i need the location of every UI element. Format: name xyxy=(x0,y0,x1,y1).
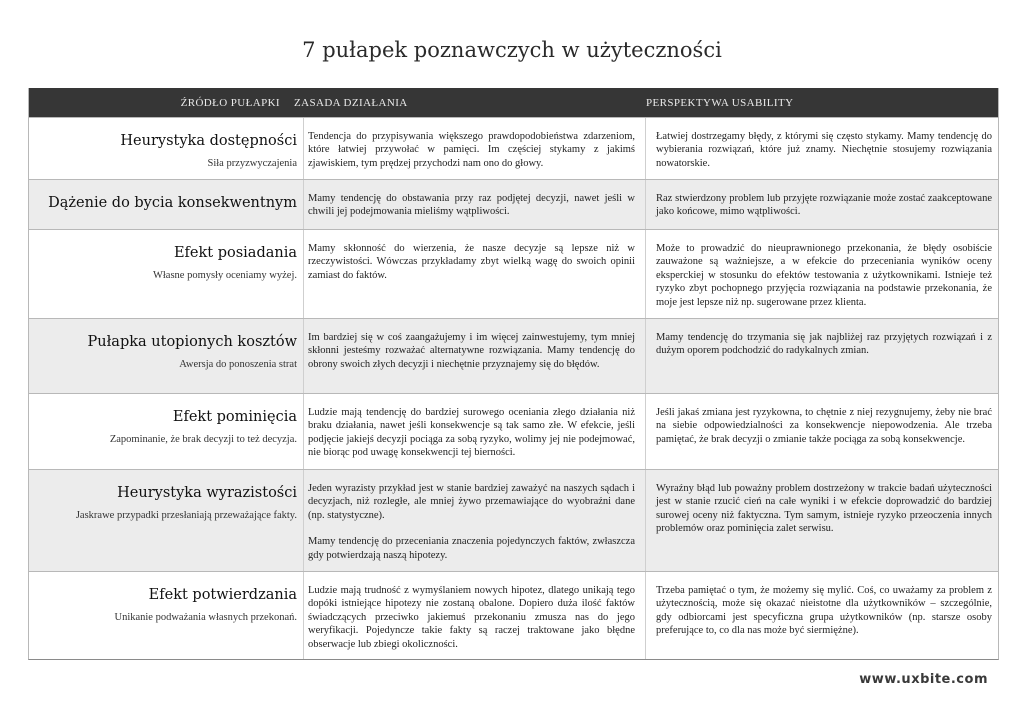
table-row xyxy=(29,229,998,318)
principle-text: Ludzie mają trudność z wymyślaniem nowych hipotez, dlatego unikają tego dopóki istniejące hipotezy nie zostaną obalone. Dopiero duża ilość faktów świadczących przeciwko jakiemuś przekonaniu zmusza nas do jego weryfikacji. Pojedyncze takie fakty są raczej traktowane jako błędne obserwacje lub zbiegi okoliczności. xyxy=(308,585,635,650)
principle-cell xyxy=(304,572,646,659)
table-row xyxy=(29,393,998,469)
trap-name: Pułapka utopionych kosztów xyxy=(87,334,297,350)
usability-text: Jeśli jakaś zmiana jest ryzykowna, to chętnie z niej rezygnujemy, żeby nie brać na siebie odpowiedzialności za konsekwencje niepowodzenia. Ale trzeba pamiętać, że brak decyzji o zmianie także pociąga za sobą konsekwencje. xyxy=(656,407,992,445)
usability-cell xyxy=(646,319,998,393)
trap-source-cell xyxy=(29,319,304,393)
usability-cell xyxy=(646,470,998,571)
usability-text: Łatwiej dostrzegamy błędy, z którymi się często stykamy. Mamy tendencję do wybierania rozwiązań, które już znamy. Niechętnie stosujemy rozwiązania nowatorskie. xyxy=(656,131,992,169)
trap-subtitle: Zapominanie, że brak decyzji to też decyzja. xyxy=(109,434,297,445)
principle-text: Mamy tendencję do obstawania przy raz podjętej decyzji, nawet jeśli w chwili jej podejmowania mieliśmy wątpliwości. xyxy=(308,193,635,218)
trap-name: Dążenie do bycia konsekwentnym xyxy=(48,195,297,211)
trap-name: Efekt potwierdzania xyxy=(148,587,297,603)
trap-name: Heurystyka dostępności xyxy=(120,133,297,149)
usability-text: Raz stwierdzony problem lub przyjęte rozwiązanie może zostać zaakceptowane jako końcowe, mimo wątpliwości. xyxy=(656,193,992,218)
trap-subtitle: Unikanie podważania własnych przekonań. xyxy=(114,612,297,623)
trap-source-cell xyxy=(29,470,304,571)
usability-cell xyxy=(646,230,998,318)
page-title: 7 pułapek poznawczych w użyteczności xyxy=(302,38,722,62)
principle-text: Im bardziej się w coś zaangażujemy i im więcej zainwestujemy, tym mniej skłonni jesteśmy rozważać alternatywne rozwiązania. Mamy tendencję do obrony swoich złych decyzji i niechętnie przyznajemy się do błędów. xyxy=(308,332,635,370)
trap-source-cell xyxy=(29,180,304,229)
principle-cell xyxy=(304,470,646,571)
header-source: ŹRÓDŁO PUŁAPKI xyxy=(180,96,280,109)
usability-cell xyxy=(646,118,998,179)
trap-subtitle: Siła przyzwyczajenia xyxy=(207,158,297,169)
trap-source-cell xyxy=(29,572,304,659)
principle-cell xyxy=(304,394,646,469)
usability-cell xyxy=(646,572,998,659)
header-principle: ZASADA DZIAŁANIA xyxy=(294,96,408,109)
principle-cell xyxy=(304,319,646,393)
usability-cell xyxy=(646,394,998,469)
usability-cell xyxy=(646,180,998,229)
principle-text: Tendencja do przypisywania większego prawdopodobieństwa zdarzeniom, które łatwiej przywołać w pamięci. Im częściej stykamy z jakimś zjawiskiem, tym prędzej przychodzi nam ono do głowy. xyxy=(308,131,635,169)
usability-text: Wyraźny błąd lub poważny problem dostrzeżony w trakcie badań użyteczności jest w stanie rzucić cień na całe wyniki i w efekcie doprowadzić do bardziej surowej oceny niż faktyczna. Tym samym, istnieje ryzyko przeoczenia innych problemów oraz pominięcia zalet serwisu. xyxy=(656,483,992,535)
table-row xyxy=(29,469,998,571)
table-header xyxy=(29,88,998,117)
principle-text: Jeden wyrazisty przykład jest w stanie bardziej zaważyć na naszych sądach i decyzjach, niż rozległe, ale mniej żywo przemawiające do wyobraźni dane (np. statystyczne). xyxy=(308,483,635,521)
trap-subtitle: Awersja do ponoszenia strat xyxy=(179,359,297,370)
usability-text: Może to prowadzić do nieuprawnionego przekonania, że błędy osobiście zauważone są ważniejsze, a w efekcie do przeceniania wyników oceny eksperckiej w stosunku do efektów testowania z użytkownikami. Istnieje też ryzyko zbyt pochopnego przyjęcia rozwiązania na podstawie przekonania, że moje jest lepsze niż np. sugerowane przez klienta. xyxy=(656,243,992,308)
trap-subtitle: Jaskrawe przypadki przesłaniają przeważające fakty. xyxy=(75,510,297,521)
trap-source-cell xyxy=(29,394,304,469)
traps-table xyxy=(28,88,999,660)
principle-text: Mamy skłonność do wierzenia, że nasze decyzje są lepsze niż w rzeczywistości. Wówczas przykładamy zbyt wielką wagę do swoich opinii zamiast do faktów. xyxy=(308,243,635,281)
principle-text: Mamy tendencję do przeceniania znaczenia pojedynczych faktów, zwłaszcza gdy potwierdzają naszą hipotezy. xyxy=(308,536,635,561)
trap-source-cell xyxy=(29,230,304,318)
trap-subtitle: Własne pomysły oceniamy wyżej. xyxy=(152,270,297,281)
principle-cell xyxy=(304,230,646,318)
principle-text: Ludzie mają tendencję do bardziej surowego oceniania złego działania niż braku działania, nawet jeśli konsekwencje są tak samo złe. W efekcie, jeśli podjęcie jakiejś decyzji pociąga za sobą ryzyko, wolimy jej nie podejmować, nie biorąc pod uwagę konsekwencji tej bierności. xyxy=(308,407,635,459)
trap-source-cell xyxy=(29,118,304,179)
table-row xyxy=(29,571,998,659)
header-usability: PERSPEKTYWA USABILITY xyxy=(646,96,794,109)
usability-text: Mamy tendencję do trzymania się jak najbliżej raz przyjętych rozwiązań i z dużym oporem podchodzić do radykalnych zmian. xyxy=(656,332,992,357)
principle-cell xyxy=(304,180,646,229)
table-row xyxy=(29,117,998,179)
principle-cell xyxy=(304,118,646,179)
site-url: www.uxbite.com xyxy=(859,672,988,687)
table-row xyxy=(29,179,998,229)
trap-name: Efekt posiadania xyxy=(173,245,297,261)
trap-name: Heurystyka wyrazistości xyxy=(117,485,297,501)
table-row xyxy=(29,318,998,393)
usability-text: Trzeba pamiętać o tym, że możemy się mylić. Coś, co uważamy za problem z użytecznością, może się okazać nieistotne dla użytkowników – szczególnie, gdy odbiorcami jest specyficzna grupa użytkowników (np. starsze osoby preferujące to, co dla nas może być siermiężne). xyxy=(656,585,992,637)
trap-name: Efekt pominięcia xyxy=(172,409,297,425)
